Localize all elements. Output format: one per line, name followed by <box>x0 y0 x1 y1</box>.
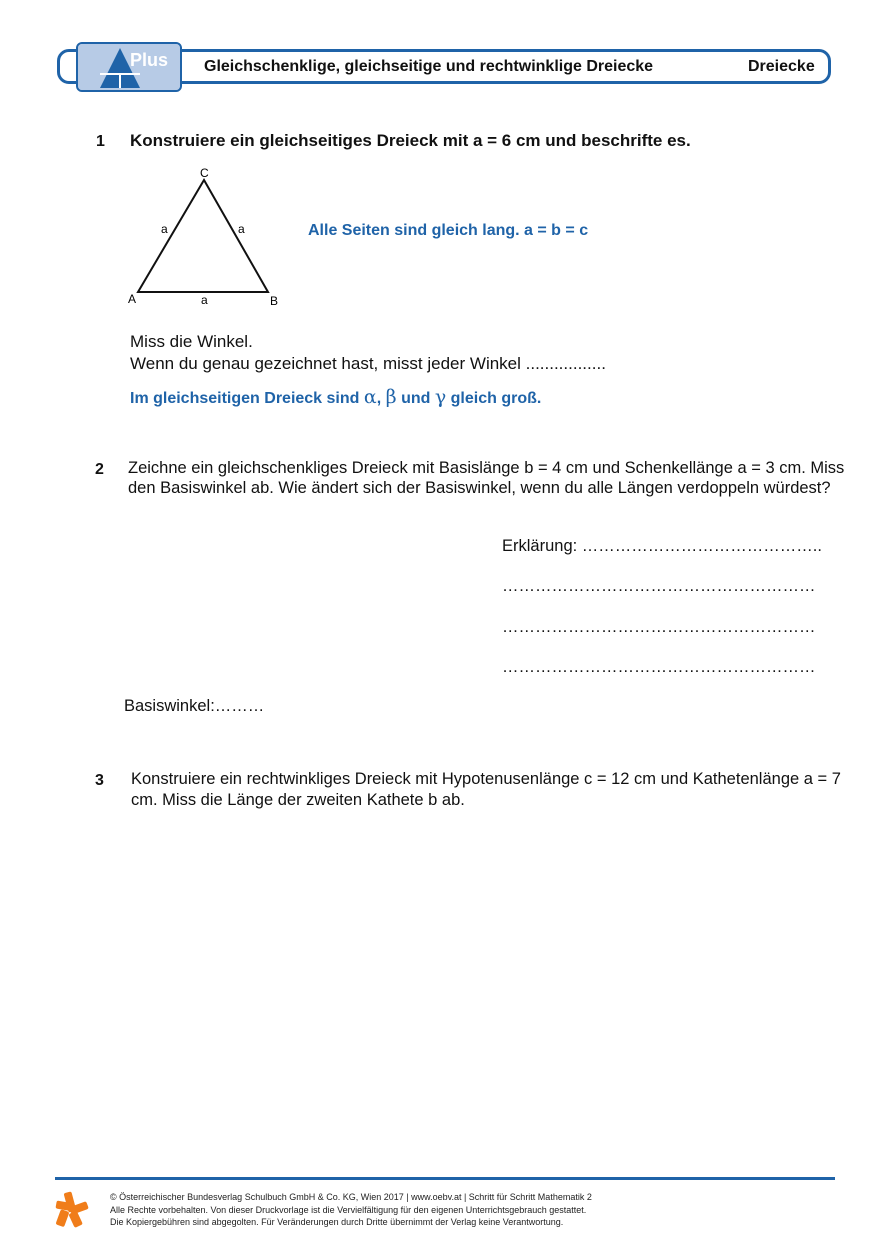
answer-angles-prefix: Im gleichseitigen Dreieck sind <box>130 390 360 407</box>
side-bottom-label: a <box>201 293 208 307</box>
answer-dots-3[interactable]: ………………………………………………… <box>502 658 816 676</box>
task2-prompt: Zeichne ein gleichschenkliges Dreieck mit Basislänge b = 4 cm und Schenkellänge a = 3 cm. Miss den Basiswinkel ab. Wie ändert sich der Basiswinkel, wenn du alle Längen verdoppeln würdest? <box>128 459 845 497</box>
equilateral-triangle-figure <box>120 160 290 310</box>
side-left-label: a <box>161 222 168 236</box>
footer-divider <box>55 1177 835 1180</box>
side-right-label: a <box>238 222 245 236</box>
answer-dots-2[interactable]: ………………………………………………… <box>502 618 816 636</box>
footer-line-3: Die Kopiergebühren sind abgegolten. Für Veränderungen durch Dritte übernimmt der Verlag keine Verantwortung. <box>110 1217 564 1227</box>
task-number-3: 3 <box>95 772 104 789</box>
publisher-logo-icon <box>54 1190 90 1228</box>
task1-prompt: Konstruiere ein gleichseitiges Dreieck mit a = 6 cm und beschrifte es. <box>130 131 691 150</box>
section-label: Dreiecke <box>748 58 815 75</box>
logo-label: Plus <box>130 50 169 70</box>
answer-dots-1[interactable]: ………………………………………………… <box>502 577 816 595</box>
alpha-symbol: α <box>363 386 377 408</box>
page-title: Gleichschenklige, gleichseitige und rechtwinklige Dreiecke <box>204 58 654 75</box>
vertex-b-label: B <box>270 294 279 308</box>
explanation-line[interactable]: Erklärung: …………………………………….. <box>502 537 822 555</box>
footer-copyright <box>110 1191 592 1229</box>
task3-prompt: Konstruiere ein rechtwinkliges Dreieck mit Hypotenusenlänge c = 12 cm und Kathetenlänge a = 7 cm. Miss die Länge der zweiten Kathete b ab. <box>131 770 841 809</box>
answer-angles <box>130 386 541 408</box>
base-angle-line[interactable]: Basiswinkel:……… <box>124 697 265 715</box>
measure-instruction: Miss die Winkel. <box>130 332 253 351</box>
beta-symbol: β <box>385 386 397 408</box>
task-number-1: 1 <box>96 133 105 150</box>
footer-line-2: Alle Rechte vorbehalten. Von dieser Druckvorlage ist die Vervielfältigung für den eigenen Unterrichtsgebrauch gestattet. <box>110 1204 587 1215</box>
task-number-2: 2 <box>95 461 104 478</box>
answer-sides: Alle Seiten sind gleich lang. a = b = c <box>308 222 589 239</box>
vertex-c-label: C <box>200 166 209 180</box>
und-word: und <box>401 390 431 407</box>
comma: , <box>376 390 382 407</box>
triangle-shape <box>138 180 268 292</box>
vertex-a-label: A <box>128 292 137 306</box>
measure-question: Wenn du genau gezeichnet hast, misst jeder Winkel ................. <box>130 354 606 373</box>
footer-line-1: © Österreichischer Bundesverlag Schulbuch GmbH & Co. KG, Wien 2017 | www.oebv.at | Schritt für Schritt Mathematik 2 <box>110 1192 592 1202</box>
answer-angles-suffix: gleich groß. <box>450 390 542 407</box>
plus-logo <box>76 42 182 92</box>
gamma-symbol: γ <box>434 386 447 408</box>
